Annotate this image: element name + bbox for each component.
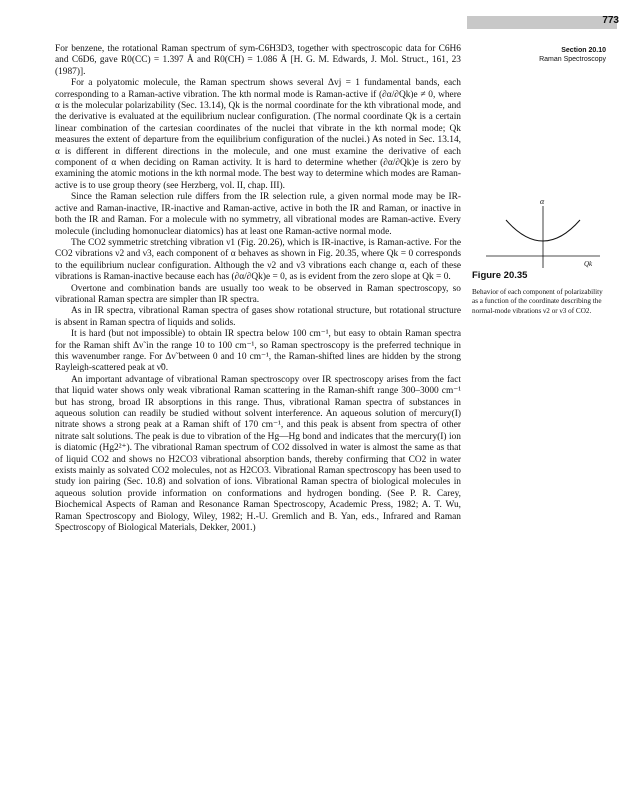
paragraph-6: As in IR spectra, vibrational Raman spectra of gases show rotational structure, but rotational structure is absent in Raman spectra of liquids and solids. — [55, 306, 461, 328]
paragraph-3: Since the Raman selection rule differs from the IR selection rule, a given normal mode may be IR-active and Raman-inactive, IR-inactive and Raman-active, active in both the IR and Raman, or inactive in both the IR and Raman. For a molecule with no symmetry, all vibrational modes are Raman-active. Every molecule (including homonuclear diatomics) has at least one Raman-active normal mode. — [55, 192, 461, 237]
paragraph-8: An important advantage of vibrational Raman spectroscopy over IR spectroscopy arises from the fact that liquid water shows only weak vibrational Raman scattering in the Raman-shift range 300–3000 cm⁻¹ but has strong, broad IR absorptions in this range. Thus, vibrational Raman spectra of substances in aqueous solution can readily be studied without solvent interference. An aqueous solution of mercury(I) nitrate shows a strong peak at a Raman shift of 170 cm⁻¹, and this peak is absent from spectra of other nitrate salt solutions. The peak is due to vibration of the Hg—Hg bond and indicates that the mercury(I) ion is diatomic (Hg2²⁺). The vibrational Raman spectrum of CO2 dissolved in water is almost the same as that of liquid CO2 and shows no H2CO3 vibrational absorption bands, thereby confirming that CO2 in water exists mainly as solvated CO2 molecules, not as H2CO3. Vibrational Raman spectroscopy has been used to study ion pairing (Sec. 10.8) and solvation of ions. Vibrational Raman spectra of biological molecules in aqueous solution provide information on conformations and hydrogen bonding. (See P. R. Carey, Biochemical Aspects of Raman and Resonance Raman Spectroscopy, Academic Press, 1982; A. T. Wu, Raman Spectroscopy and Biology, Wiley, 1982; H.-U. Gremlich and B. Yan, eds., Infrared and Raman Spectroscopy of Biological Materials, Dekker, 2001.) — [55, 374, 461, 534]
body-text — [55, 44, 461, 534]
page-number: 773 — [602, 15, 619, 26]
paragraph-7: It is hard (but not impossible) to obtain IR spectra below 100 cm⁻¹, but easy to obtain Raman spectra for the Raman shift Δν̃ in the range 10 to 100 cm⁻¹, so Raman spectroscopy is the preferred technique in this wavenumber range. For Δν̃ between 0 and 10 cm⁻¹, the Raman-shifted lines are hidden by the strong Rayleigh-scattered peak at ν̃0. — [55, 329, 461, 374]
figure-20-35-graph — [484, 196, 602, 268]
page-number-bar — [467, 16, 617, 29]
section-title: Raman Spectroscopy — [539, 56, 606, 63]
polarizability-plot — [484, 196, 602, 268]
paragraph-2: For a polyatomic molecule, the Raman spectrum shows several Δvj = 1 fundamental bands, each corresponding to a Raman-active vibration. The kth normal mode is Raman-active if (∂α/∂Qk)e ≠ 0, where α is the molecular polarizability (Sec. 13.14), Qk is the normal coordinate for the kth vibrational mode, and the derivative is evaluated at the equilibrium nuclear configuration. (The normal coordinate Qk is a certain linear combination of the cartesian coordinates of the nuclei that vibrate in the kth normal mode; Qk measures the extent of departure from the equilibrium configuration of the nuclei.) As noted in Sec. 13.14, α is different in different directions in the molecule, and one must examine the derivative of each component of α when deciding on Raman activity. It is hard to determine whether (∂α/∂Qk)e is zero by examining the atomic motions in the kth normal mode. The best way to determine which modes are Raman-active is to use group theory (see Herzberg, vol. II, chap. III). — [55, 78, 461, 191]
paragraph-5: Overtone and combination bands are usually too weak to be observed in Raman spectroscopy, so vibrational Raman spectra are simpler than IR spectra. — [55, 283, 461, 305]
paragraph-4: The CO2 symmetric stretching vibration ν1 (Fig. 20.26), which is IR-inactive, is Raman-active. For the CO2 vibrations ν2 and ν3, each component of α behaves as shown in Fig. 20.35, where Qk = 0 corresponds to the equilibrium nuclear configuration. Although the ν2 and ν3 vibrations each change α, each of these vibrations is Raman-inactive because each has (∂α/∂Qk)e = 0, as is evident from the zero slope at Qk = 0. — [55, 237, 461, 283]
qk-axis-label: Qk — [584, 260, 593, 268]
alpha-axis-label: α — [540, 197, 545, 206]
running-head — [480, 46, 606, 64]
paragraph-1: For benzene, the rotational Raman spectrum of sym-C6H3D3, together with spectroscopic data for C6H6 and C6D6, gave R0(CC) = 1.397 Å and R0(CH) = 1.086 Å [H. G. M. Edwards, J. Mol. Struct., 161, 23 (1987)]. — [55, 44, 461, 77]
figure-caption-block — [472, 270, 610, 316]
figure-label: Figure 20.35 — [472, 270, 528, 281]
section-number: Section 20.10 — [561, 47, 606, 54]
figure-caption: Behavior of each component of polarizability as a function of the coordinate describing the normal-mode vibrations ν2 or ν3 of CO2. — [472, 288, 603, 315]
